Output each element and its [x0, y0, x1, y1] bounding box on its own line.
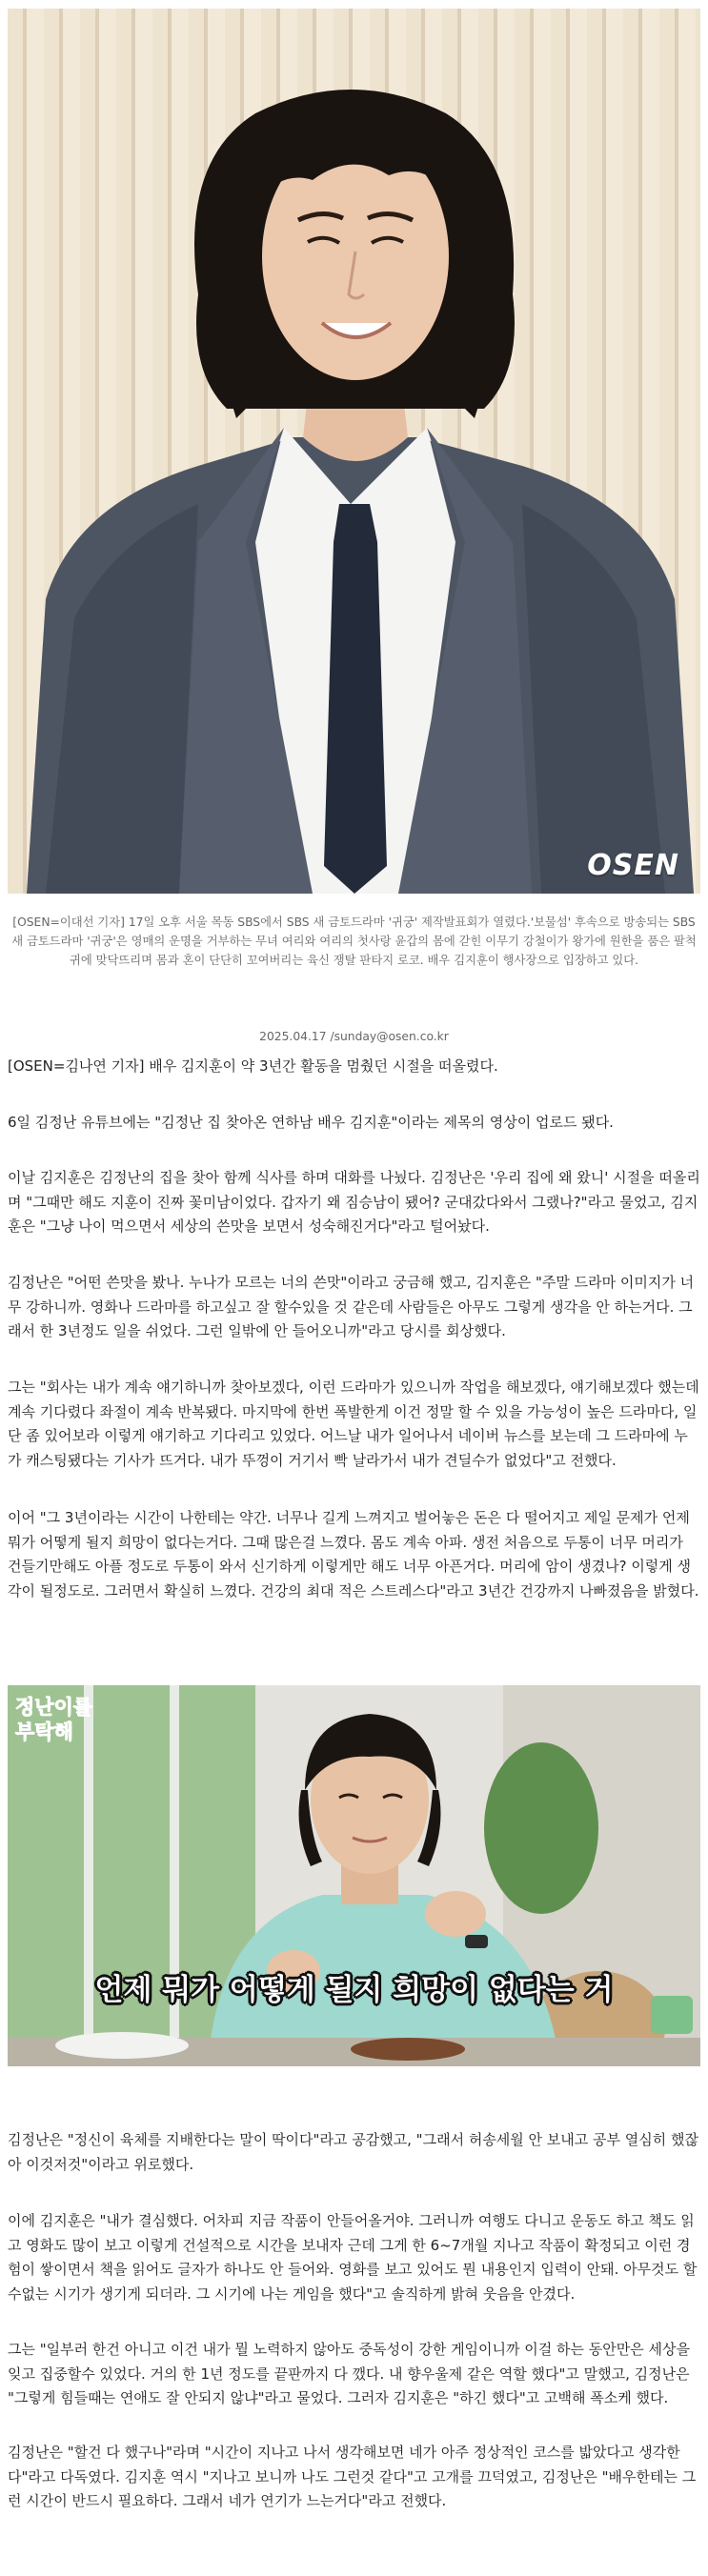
interview-illustration: [8, 1685, 700, 2066]
osen-watermark: OSEN: [587, 849, 679, 882]
channel-logo-icon: [651, 1996, 693, 2034]
actor-portrait-illustration: [8, 9, 700, 894]
video-subtitle: 언제 뭐가 어떻게 될지 희망이 없다는 거: [94, 1973, 614, 2007]
article-paragraph-9: 그는 "일부러 한건 아니고 이건 내가 뭘 노력하지 않아도 중독성이 강한 게임이니까 이걸 하는 동안만은 세상을 잊고 집중할수 있었다. 거의 한 1년 정도를 끝판까지 다 깼다. 내 향우울제 같은 역할 했다"고 말했고, 김정난은 "그렇게 힘들때는 연애도 잘 안되지 않냐"라고 물었다. 그러자 김지훈은 "하긴 했다"고 고백해 폭소케 했다.: [8, 2341, 690, 2406]
channel-title: 정난이를 부탁해: [15, 1696, 93, 1743]
article-paragraph-7: 김정난은 "정신이 육체를 지배한다는 말이 딱이다"라고 공감했고, "그래서 허송세월 안 보내고 공부 열심히 했잖아 이것저것"이라고 위로했다.: [8, 2131, 699, 2173]
article-paragraph-10: 김정난은 "할건 다 했구나"라며 "시간이 지나고 나서 생각해보면 네가 아주 정상적인 코스를 밟았다고 생각한다"라고 다독였다. 김지훈 역시 "지나고 보니까 나도 그런것 같다"고 고개를 끄덕였고, 김정난은 "배우한테는 그런 시간이 반드시 필요하다. 그래서 네가 연기가 느는거다"라고 전했다.: [8, 2444, 697, 2509]
article-paragraph-4: 김정난은 "어떤 쓴맛을 봤나. 누나가 모르는 너의 쓴맛"이라고 궁금해 했고, 김지훈은 "주말 드라마 이미지가 너무 강하니까. 영화나 드라마를 하고싶고 잘 할수있을 것 같은데 사람들은 아무도 그렇게 생각을 안 하는거다. 그래서 한 3년정도 일을 쉬었다. 그런 일밖에 안 들어오니까"라고 당시를 회상했다.: [8, 1274, 695, 1339]
article-paragraph-3: 이날 김지훈은 김정난의 집을 찾아 함께 식사를 하며 대화를 나눴다. 김정난은 '우리 집에 왜 왔니' 시절을 떠올리며 "그때만 해도 지훈이 진짜 꽃미남이었다. 갑자기 왜 짐승남이 됐어? 군대갔다와서 그랬나?"라고 물었고, 김지훈은 "그냥 나이 먹으면서 세상의 쓴맛을 보면서 성숙해진거다"라고 털어놨다.: [8, 1169, 700, 1235]
article-paragraph-2: 6일 김정난 유튜브에는 "김정난 집 찾아온 연하남 배우 김지훈"이라는 제목의 영상이 업로드 됐다.: [8, 1114, 614, 1131]
photo-caption: [OSEN=이대선 기자] 17일 오후 서울 목동 SBS에서 SBS 새 금토드라마 '귀궁' 제작발표회가 열렸다.'보물섬' 후속으로 방송되는 SBS 새 금토드라마 '귀궁'은 영매의 운명을 거부하는 무녀 여리와 여리의 첫사랑 윤갑의 몸에 갇힌 이무기 강철이가 왕가에 원한을 품은 팔척귀에 맞닥뜨리며 몸과 혼이 단단히 꼬여버리는 육신 쟁탈 판타지 로코. 배우 김지훈이 행사장으로 입장하고 있다.: [11, 916, 697, 967]
article-paragraph-1: [OSEN=김나연 기자] 배우 김지훈이 약 3년간 활동을 멈췄던 시절을 떠올렸다.: [8, 1057, 498, 1075]
article-paragraph-5: 그는 "회사는 내가 계속 얘기하니까 찾아보겠다, 이런 드라마가 있으니까 작업을 해보겠다, 얘기해보겠다 했는데 계속 기다렸다 좌절이 계속 반복됐다. 마지막에 한번 폭발한게 이건 정말 할 수 있을 가능성이 높은 드라마다, 일단 좀 있어보라 이렇게 얘기하고 기다리고 있었다. 어느날 내가 일어나서 네이버 뉴스를 보는데 그 드라마에 누가 캐스팅됐다는 기사가 뜨거다. 내가 뚜껑이 거기서 빡 날라가서 내가 견딜수가 없었다"고 전했다.: [8, 1379, 699, 1469]
press-photo: [8, 9, 700, 894]
article-paragraph-6: 이어 "그 3년이라는 시간이 나한테는 약간. 너무나 길게 느껴지고 벌어놓은 돈은 다 떨어지고 제일 문제가 언제 뭐가 어떻게 될지 희망이 없다는거다. 그때 많은걸 느꼈다. 몸도 계속 아파. 생전 처음으로 두통이 너무 머리가 건들기만해도 아플 정도로 두통이 와서 신기하게 이렇게만 해도 너무 아픈거다. 머리에 암이 생겼나? 이렇게 생각이 될정도로. 그러면서 확실히 느꼈다. 건강의 최대 적은 스트레스다"라고 3년간 건강까지 나빠졌음을 밝혔다.: [8, 1509, 699, 1600]
photo-date-credit: 2025.04.17 /sunday@osen.co.kr: [259, 1030, 449, 1043]
article-paragraph-8: 이에 김지훈은 "내가 결심했다. 어차피 지금 작품이 안들어올거야. 그러니까 여행도 다니고 운동도 하고 책도 읽고 영화도 많이 보고 이렇게 건설적으로 시간을 보내자 근데 그게 한 6~7개월 지나고 작품이 확정되고 이런 경험이 쌓이면서 책을 읽어도 글자가 하나도 안 들어와. 영화를 보고 있어도 뭔 내용인지 입력이 안돼. 아무것도 할수없는 시기가 생기게 되더라. 그 시기에 나는 게임을 했다"고 솔직하게 밝혀 웃음을 안겼다.: [8, 2212, 698, 2303]
video-still: [8, 1685, 700, 2066]
